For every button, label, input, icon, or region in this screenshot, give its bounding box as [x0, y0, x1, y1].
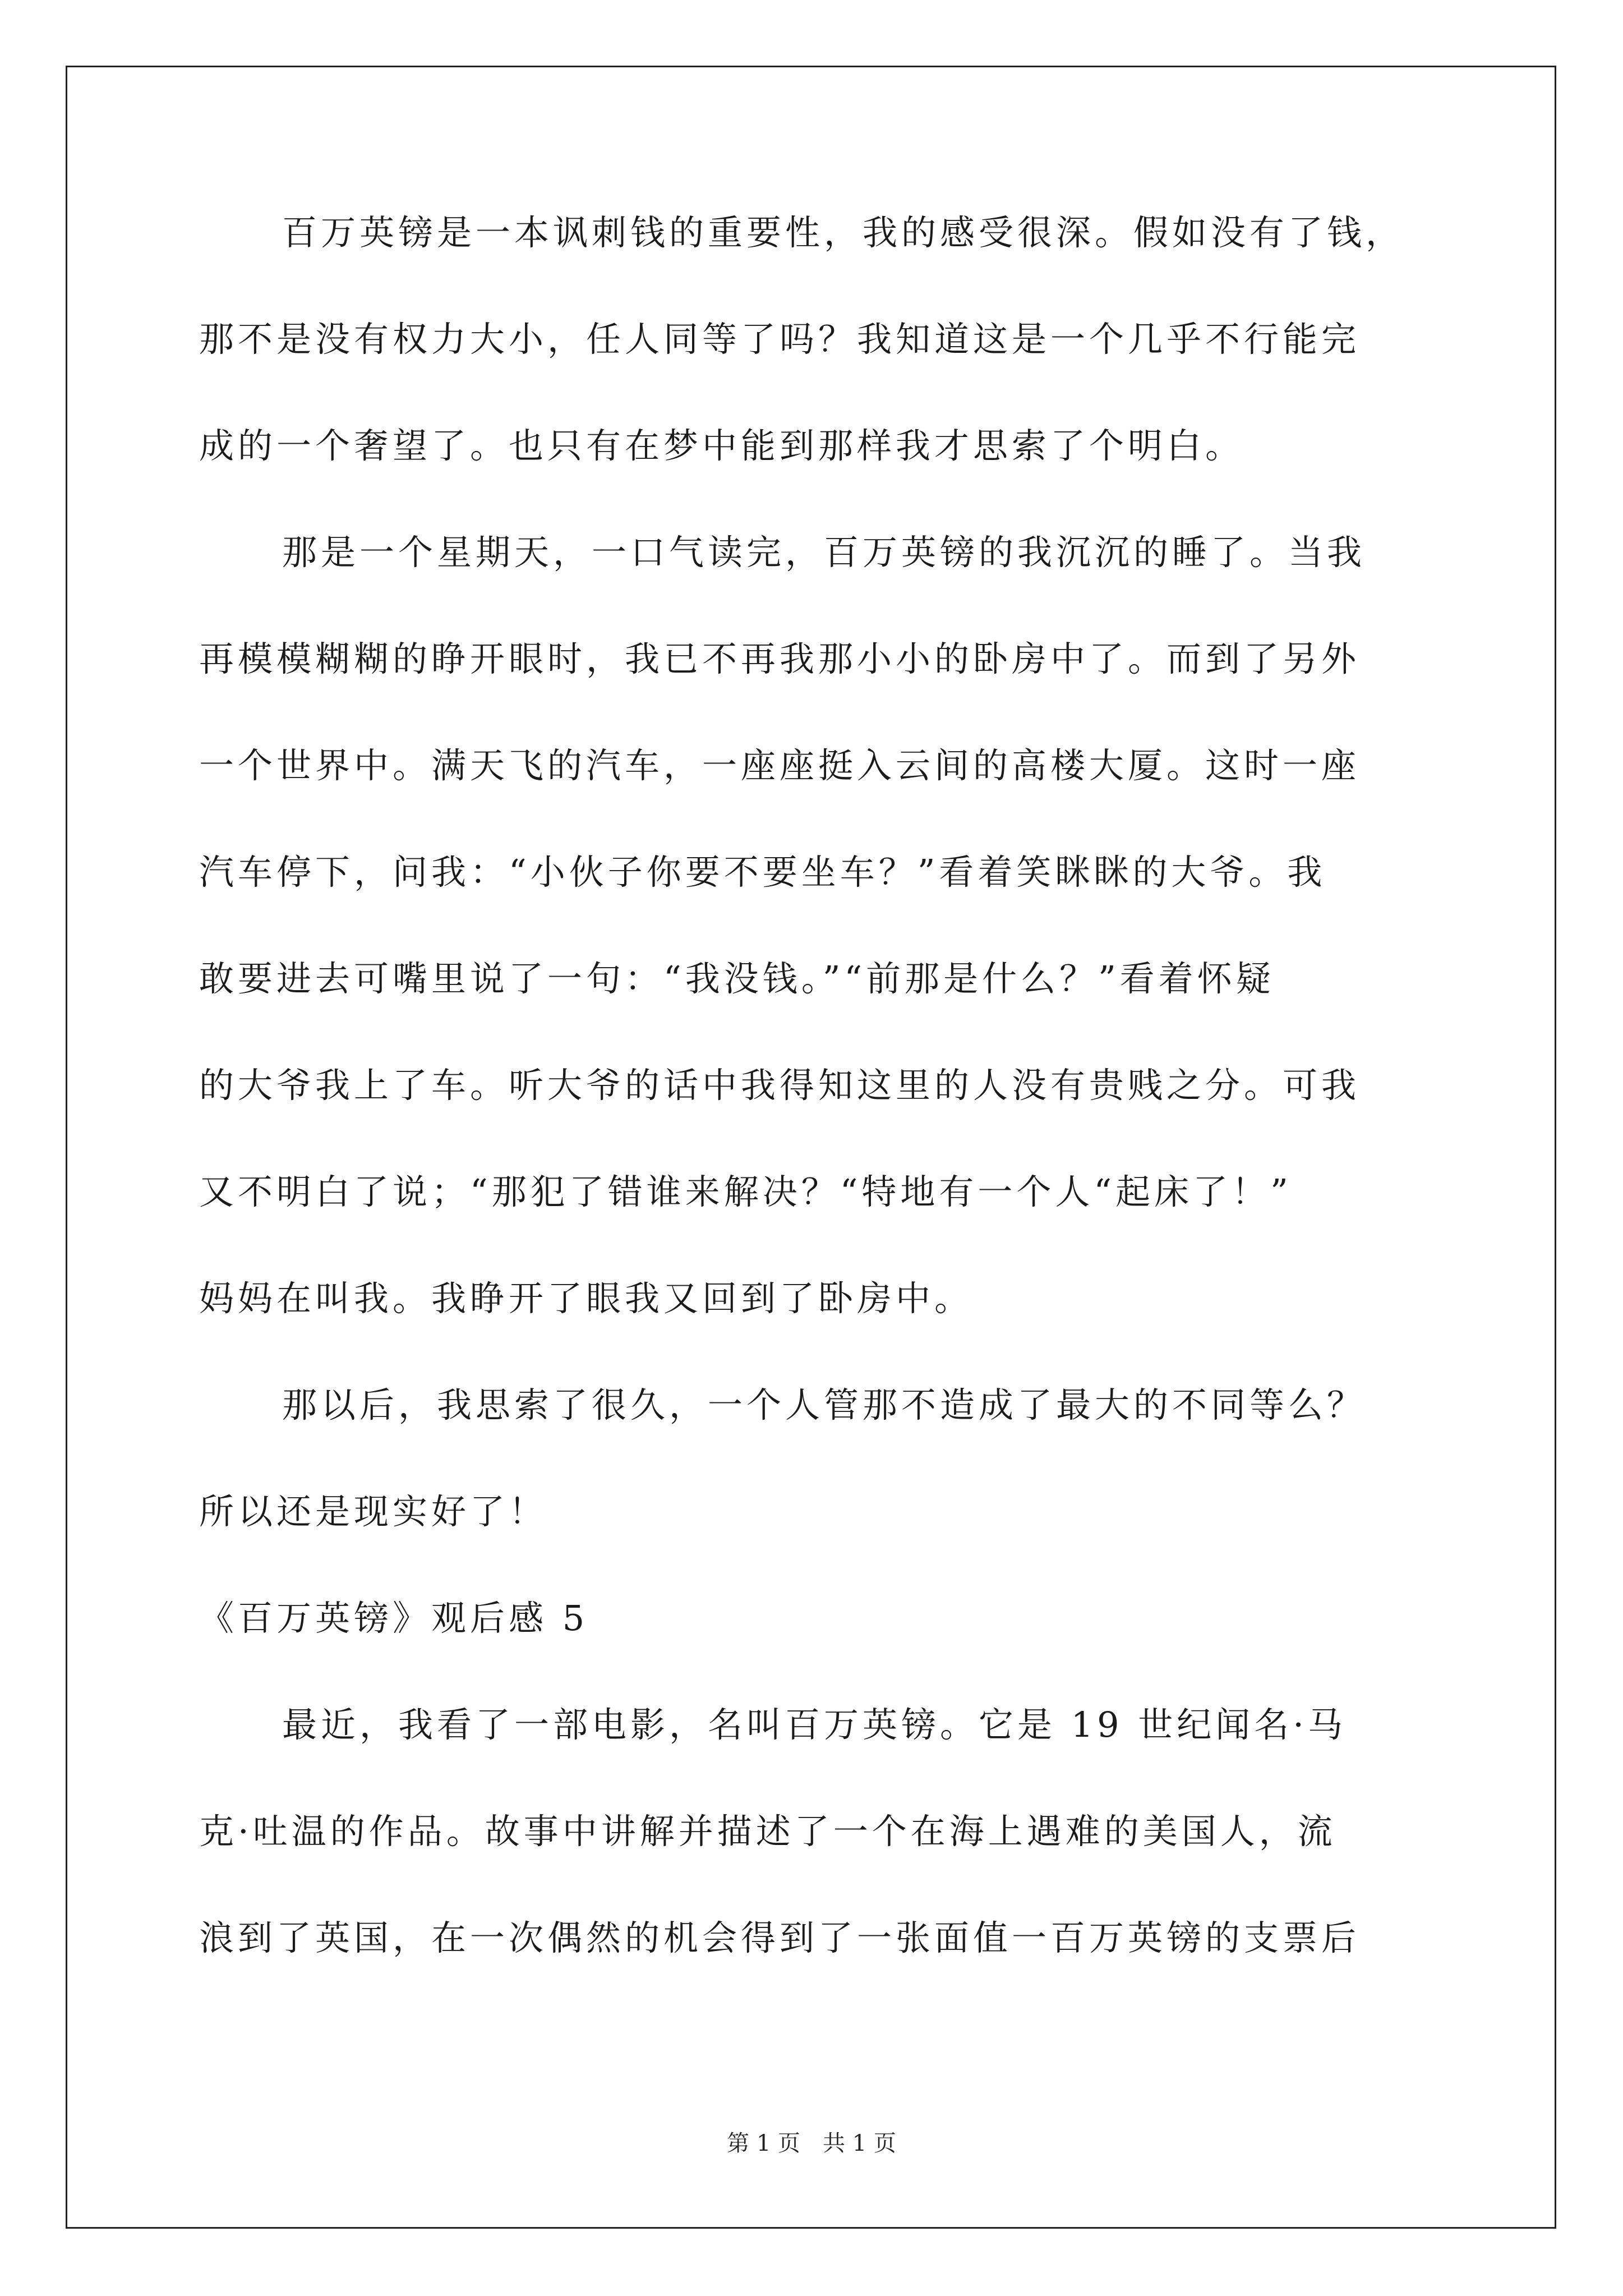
paragraph-3-line-2: 所以还是现实好了！: [199, 1491, 548, 1532]
paragraph-4-line-3: 浪到了英国，在一次偶然的机会得到了一张面值一百万英镑的支票后: [199, 1917, 1361, 1958]
paragraph-2-line-7: 又不明白了说；“那犯了错谁来解决？“特地有一个人“起床了！”: [199, 1171, 1292, 1212]
paragraph-2-line-1: 那是一个星期天，一口气读完，百万英镑的我沉沉的睡了。当我: [282, 532, 1366, 573]
page-border: [66, 66, 1556, 2229]
paragraph-2-line-4: 汽车停下，问我：“小伙子你要不要坐车？”看着笑眯眯的大爷。我: [199, 852, 1326, 892]
paragraph-2-line-5: 敢要进去可嘴里说了一句：“我没钱。”“前那是什么？”看着怀疑: [199, 958, 1275, 999]
paragraph-2-line-8: 妈妈在叫我。我睁开了眼我又回到了卧房中。: [199, 1278, 974, 1319]
paragraph-2-line-6: 的大爷我上了车。听大爷的话中我得知这里的人没有贵贱之分。可我: [199, 1065, 1361, 1106]
paragraph-4-line-2: 克·吐温的作品。故事中讲解并描述了一个在海上遇难的美国人，流: [199, 1811, 1336, 1852]
section-heading: 《百万英镑》观后感 5: [199, 1598, 589, 1639]
page-number-footer: 第 1 页 共 1 页: [727, 2131, 896, 2156]
paragraph-2-line-3: 一个世界中。满天飞的汽车，一座座挺入云间的高楼大厦。这时一座: [199, 745, 1361, 786]
paragraph-1-line-1: 百万英镑是一本讽刺钱的重要性，我的感受很深。假如没有了钱，: [282, 212, 1405, 253]
paragraph-2-line-2: 再模模糊糊的睁开眼时，我已不再我那小小的卧房中了。而到了另外: [199, 638, 1361, 679]
paragraph-3-line-1: 那以后，我思索了很久，一个人管那不造成了最大的不同等么？: [282, 1384, 1366, 1425]
paragraph-4-line-1: 最近，我看了一部电影，名叫百万英镑。它是 19 世纪闻名·马: [282, 1704, 1347, 1745]
paragraph-1-line-2: 那不是没有权力大小，任人同等了吗？我知道这是一个几乎不行能完: [199, 319, 1361, 360]
paragraph-1-line-3: 成的一个奢望了。也只有在梦中能到那样我才思索了个明白。: [199, 425, 1244, 466]
